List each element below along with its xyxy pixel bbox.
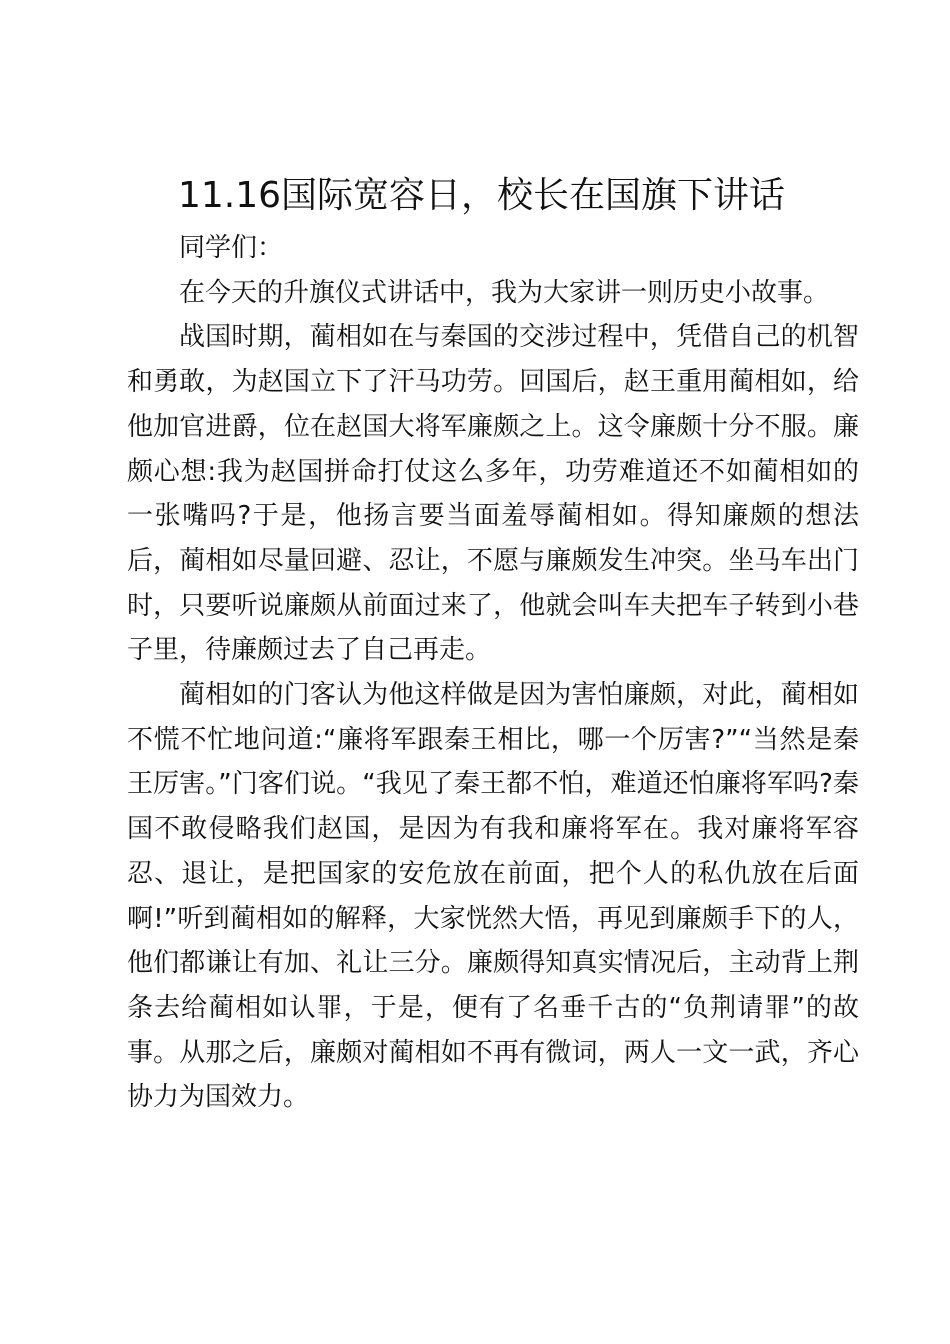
paragraph-3: 蔺相如的门客认为他这样做是因为害怕廉颇，对此，蔺相如不慌不忙地问道:“廉将军跟秦王相比，哪一个厉害?”“当然是秦王厉害。”门客们说。“我见了秦王都不怕，难道还怕廉将军吗?秦国不敢侵略我们赵国，是因为有我和廉将军在。我对廉将军容忍、退让，是把国家的安危放在前面，把个人的私仇放在后面啊!”听到蔺相如的解释，大家恍然大悟，再见到廉颇手下的人，他们都谦让有加、礼让三分。廉颇得知真实情况后，主动背上荆条去给蔺相如认罪，于是，便有了名垂千古的“负荆请罪”的故事。从那之后，廉颇对蔺相如不再有微词，两人一文一武，齐心协力为国效力。 bbox=[127, 680, 859, 1113]
salutation: 同学们： bbox=[179, 233, 284, 263]
document-title: 11.16国际宽容日，校长在国旗下讲话 bbox=[178, 175, 786, 216]
document-body bbox=[127, 226, 859, 1120]
paragraph-1: 在今天的升旗仪式讲话中，我为大家讲一则历史小故事。 bbox=[179, 277, 830, 308]
paragraph-2: 战国时期，蔺相如在与秦国的交涉过程中，凭借自己的机智和勇敢，为赵国立下了汗马功劳。回国后，赵王重用蔺相如，给他加官进爵，位在赵国大将军廉颇之上。这令廉颇十分不服。廉颇心想:我为赵国拼命打仗这么多年，功劳难道还不如蔺相如的一张嘴吗?于是，他扬言要当面羞辱蔺相如。得知廉颇的想法后，蔺相如尽量回避、忍让，不愿与廉颇发生冲突。坐马车出门时，只要听说廉颇从前面过来了，他就会叫车夫把车子转到小巷子里，待廉颇过去了自己再走。 bbox=[127, 322, 859, 666]
